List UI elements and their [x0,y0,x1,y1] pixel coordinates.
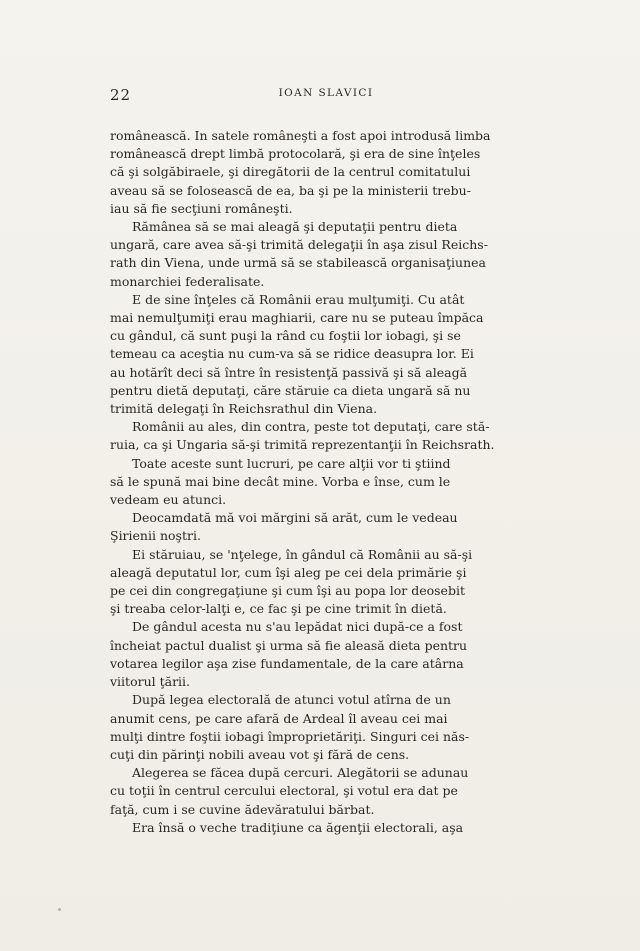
text-line: aveau să se folosească de ea, ba şi pe la ministerii trebu- [110,182,471,198]
text-line: românească drept limbă protocolară, şi era de sine înţeles [110,146,481,162]
paragraph [110,618,542,691]
paragraph [110,218,542,291]
text-line: pe cei din congregaţiune şi cum îşi au popa lor deosebit [110,583,465,599]
text-line: vedeam eu atunci. [110,492,227,508]
text-line: Şirienii noştri. [110,528,201,544]
text-line: că şi solgăbiraele, şi diregătorii de la centrul comitatului [110,164,471,180]
text-line: iau să fie secţiuni româneşti. [110,200,293,216]
text-line: viitorul ţării. [110,674,191,690]
paragraph [110,127,542,218]
text-line: Ei stăruiau, se 'nţelege, în gândul că Românii au să-şi [132,546,473,562]
paragraph [110,509,542,545]
body-text [110,127,542,837]
text-line: pentru dietă deputaţi, căre stăruie ca dieta ungară să nu [110,382,471,398]
text-line: temeau ca aceştia nu cum-va să se ridice deasupra lor. Ei [110,346,474,362]
text-line: românească. In satele româneşti a fost apoi introdusă limba [110,128,491,143]
page-header [110,84,542,110]
text-line: mulţi dintre foştii iobagi împroprietăriţi. Singuri cei năs- [110,728,470,744]
paragraph [110,691,542,764]
paragraph [110,291,542,418]
text-line: şi treaba celor-lalţi e, ce fac şi pe cine trimit în dietă. [110,601,447,617]
text-line: monarchiei federalisate. [110,273,265,289]
text-line: cu toţii în centrul cercului electoral, şi votul era dat pe [110,783,458,799]
text-line: Românii au ales, din contra, peste tot deputaţi, care stă- [132,419,490,435]
text-line: aleagă deputatul lor, cum îşi aleg pe cei dela primărie şi [110,564,467,580]
text-line: ungară, care avea să-şi trimită delegaţii în aşa zisul Reichs- [110,237,488,253]
text-line: ruia, ca şi Ungaria să-şi trimită reprezentanţii în Reichsrath. [110,437,495,453]
text-line: Era însă o veche tradiţiune ca ăgenţii electorali, aşa [132,819,464,835]
text-line: Deocamdată mă voi mărgini să arăt, cum le vedeau [132,510,458,526]
text-line: E de sine înţeles că Românii erau mulţumiţi. Cu atât [132,291,465,307]
paragraph [110,546,542,619]
text-line: votarea legilor aşa zise fundamentale, de la care atârna [110,655,464,671]
text-line: să le spună mai bine decât mine. Vorba e înse, cum le [110,473,451,489]
paragraph [110,764,542,819]
paragraph [110,455,542,510]
text-line: Toate aceste sunt lucruri, pe care alţii vor ti ştiind [132,455,451,471]
text-line: anumit cens, pe care afară de Ardeal îl aveau cei mai [110,710,448,726]
text-line: Rămânea să se mai aleagă şi deputaţii pentru dieta [132,219,458,235]
running-head: IOAN SLAVICI [278,87,374,99]
text-line: cuţi din părinţi nobili aveau vot şi fără de cens. [110,746,410,762]
paper-speck [58,908,61,911]
text-line: trimită delegaţi în Reichsrathul din Viena. [110,401,378,417]
text-line: cu gândul, că sunt puşi la rând cu foştii lor iobagi, şi se [110,328,461,344]
text-line: mai nemulţumiţi erau maghiarii, care nu se puteau împăca [110,310,484,326]
text-line: rath din Viena, unde urmă să se stabilească organisaţiunea [110,255,486,271]
paragraph [110,819,542,837]
page-number: 22 [110,86,132,104]
text-line: au hotărît deci să între în resistenţă passivă şi să aleagă [110,364,468,380]
text-line: încheiat pactul dualist şi urma să fie aleasă dieta pentru [110,637,468,653]
text-line: faţă, cum i se cuvine ădevăratului bărbat. [110,801,375,817]
text-line: Alegerea se făcea după cercuri. Alegătorii se adunau [132,765,469,781]
text-line: De gândul acesta nu s'au lepădat nici după-ce a fost [132,619,463,635]
text-line: După legea electorală de atunci votul atîrna de un [132,692,451,708]
paragraph [110,418,542,454]
